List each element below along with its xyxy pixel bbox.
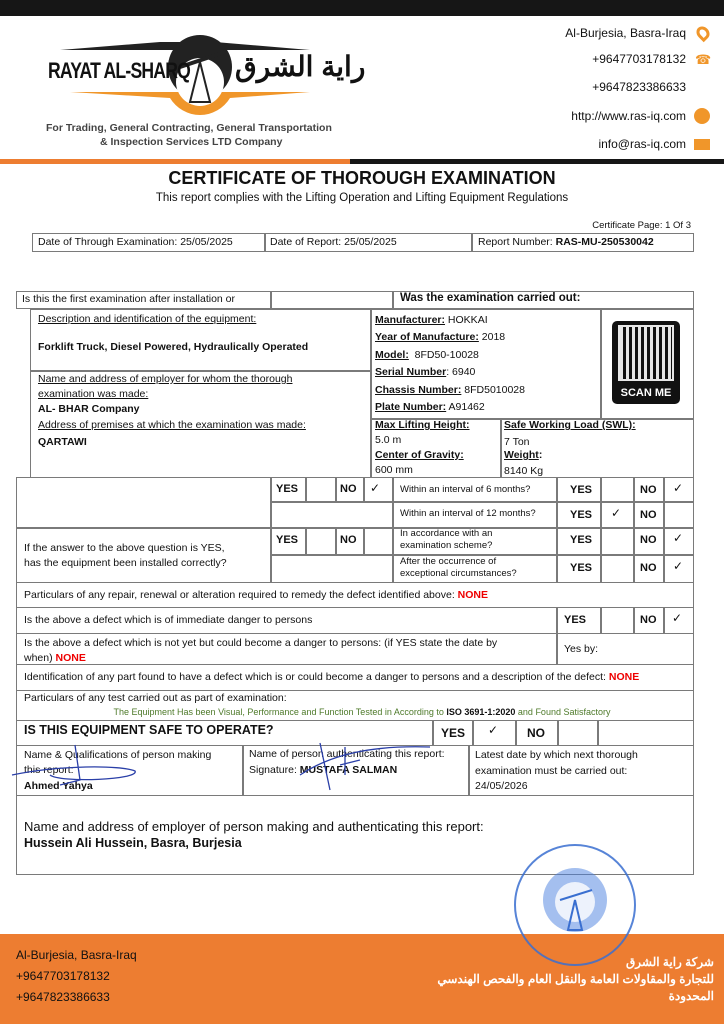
- cell-divider: [500, 418, 502, 478]
- check-icon: ✓: [370, 481, 381, 495]
- col-line: [633, 477, 635, 583]
- company-logo: [40, 22, 366, 122]
- mail-icon: [694, 139, 710, 150]
- max-height-label: Max Lifting Height:: [375, 419, 470, 431]
- check-icon: ✓: [488, 723, 499, 737]
- maker-name: Ahmed Yahya: [24, 780, 93, 792]
- equipment-desc-label: Description and identification of the equipment:: [38, 313, 257, 325]
- maker-label: Name & Qualifications of person making this report:: [24, 749, 212, 776]
- field-serial: Serial Number: 6940: [375, 366, 476, 379]
- interval-exceptional: After the occurrence of exceptional circumstances?: [400, 556, 517, 579]
- premises-value: QARTAWI: [38, 436, 87, 448]
- first-exam-question: Is this the first examination after installation or: [22, 293, 236, 305]
- check-icon: ✓: [673, 481, 684, 495]
- location-pin-icon: [694, 24, 712, 42]
- immediate-no[interactable]: NO: [640, 614, 657, 626]
- field-chassis: Chassis Number: 8FD5010028: [375, 383, 525, 396]
- footer-arabic: شركة راية الشرق للتجارة والمقاولات العامة والنقل العام والفحص الهندسي المحدودة: [437, 955, 714, 1003]
- interval-12-yes[interactable]: YES: [570, 509, 593, 521]
- col-line: [663, 477, 665, 583]
- col-line: [305, 477, 307, 501]
- certificate-title: CERTIFICATE OF THOROUGH EXAMINATION: [168, 168, 556, 188]
- company-stamp: [510, 840, 640, 970]
- field-model: Model: 8FD50-10028: [375, 348, 479, 361]
- tagline-2: & Inspection Services LTD Company: [100, 136, 283, 148]
- qr-label: SCAN ME: [620, 387, 672, 399]
- company-name-ar: راية الشرق: [235, 51, 366, 82]
- cell-divider: [600, 309, 602, 418]
- carried-out-question: Was the examination carried out:: [400, 292, 581, 304]
- equipment-desc: Forklift Truck, Diesel Powered, Hydraulically Operated: [38, 341, 309, 353]
- check-icon: ✓: [672, 611, 683, 625]
- premises-label: Address of premises at which the examination was made:: [38, 419, 306, 431]
- contact-address: Al-Burjesia, Basra-Iraq: [565, 26, 686, 40]
- interval-6-months: Within an interval of 6 months?: [400, 484, 531, 495]
- check-icon: ✓: [673, 559, 684, 573]
- immediate-yes[interactable]: YES: [564, 614, 587, 626]
- field-plate: Plate Number: A91462: [375, 401, 485, 414]
- col-line: [663, 607, 665, 634]
- qr-code[interactable]: [612, 321, 680, 404]
- employer-label-1: Name and address of employer for whom the thorough: [38, 373, 293, 385]
- cell-divider: [270, 291, 272, 309]
- cell-divider: [30, 370, 370, 372]
- cell-divider: [370, 309, 372, 478]
- row-line: [270, 501, 392, 503]
- col-line: [633, 607, 635, 634]
- repair-text: Particulars of any repair, renewal or alteration required to remedy the defect identified above: NONE: [24, 589, 489, 601]
- check-icon: ✓: [611, 506, 622, 520]
- tests-label: Particulars of any test carried out as part of examination:: [24, 692, 287, 704]
- cog-label: Center of Gravity:: [375, 449, 464, 461]
- col-line: [515, 720, 517, 746]
- exam-date: Date of Through Examination: 25/05/2025: [38, 236, 233, 248]
- safe-question: IS THIS EQUIPMENT SAFE TO OPERATE?: [24, 723, 274, 737]
- interval-6-no[interactable]: NO: [640, 484, 657, 496]
- col-line: [600, 477, 602, 583]
- installed-no[interactable]: NO: [340, 534, 357, 546]
- scheme-no[interactable]: NO: [640, 534, 657, 546]
- col-line: [335, 527, 337, 554]
- qr-code-icon: [620, 327, 672, 379]
- yes-by: Yes by:: [564, 643, 599, 655]
- dates-divider: [471, 233, 473, 252]
- col-line: [363, 527, 365, 554]
- row-line: [392, 501, 694, 503]
- safe-yes[interactable]: YES: [441, 726, 466, 740]
- interval-12-no[interactable]: NO: [640, 509, 657, 521]
- future-question: Is the above a defect which is not yet but could become a danger to persons: (if YES state the date by when) NONE: [24, 637, 498, 664]
- col-line: [600, 607, 602, 634]
- certificate-subtitle: This report complies with the Lifting Operation and Lifting Equipment Regulations: [155, 192, 569, 204]
- contact-phone-1: +9647703178132: [592, 52, 686, 66]
- auth-label: Name of person authenticating this report:: [249, 748, 445, 760]
- col-line: [597, 720, 599, 746]
- immediate-question: Is the above a defect which is of immediate danger to persons: [24, 614, 313, 626]
- col-line: [556, 477, 558, 583]
- employer-label-2: examination was made:: [38, 388, 149, 400]
- check-icon: ✓: [673, 531, 684, 545]
- cell-divider: [392, 291, 394, 309]
- col-line: [270, 477, 272, 583]
- weight-label: Weight:: [504, 449, 543, 461]
- employer-name: AL- BHAR Company: [38, 403, 140, 415]
- installed-question: If the answer to the above question is YES, has the equipment been installed correctly?: [24, 542, 227, 569]
- report-number: Report Number: RAS-MU-250530042: [478, 236, 654, 248]
- swl-label: Safe Working Load (SWL):: [504, 419, 636, 431]
- next-exam: Latest date by which next thorough examination must be carried out: 24/05/2026: [475, 749, 638, 792]
- first-exam-yes[interactable]: YES: [276, 483, 299, 495]
- tagline-1: For Trading, General Contracting, General Transportation: [46, 122, 332, 134]
- interval-scheme: In accordance with an examination scheme?: [400, 528, 493, 551]
- company-name-en: RAYAT AL-SHARQ: [48, 58, 191, 83]
- col-line: [392, 477, 394, 583]
- contact-website[interactable]: http://www.ras-iq.com: [571, 109, 686, 123]
- top-bar: [0, 0, 724, 16]
- report-date: Date of Report: 25/05/2025: [270, 236, 397, 248]
- col-line: [363, 477, 365, 501]
- max-height: 5.0 m: [375, 434, 402, 446]
- header-divider: [0, 159, 350, 164]
- field-year: Year of Manufacture: 2018: [375, 331, 506, 344]
- equipment-fields: [375, 312, 525, 416]
- employer2: Hussein Ali Hussein, Basra, Burjesia: [24, 836, 242, 850]
- col-line: [472, 720, 474, 746]
- auth-signature: Signature: MUSTAFA SALMAN: [249, 764, 398, 776]
- phone-icon: ☎: [695, 52, 712, 67]
- field-manufacturer: Manufacturer: HOKKAI: [375, 314, 488, 326]
- safe-no[interactable]: NO: [527, 726, 545, 740]
- exceptional-yes[interactable]: YES: [570, 562, 593, 574]
- interval-12-months: Within an interval of 12 months?: [400, 508, 536, 519]
- contact-email[interactable]: info@ras-iq.com: [598, 137, 686, 151]
- first-exam-no[interactable]: NO: [340, 483, 357, 495]
- row-line: [16, 527, 694, 529]
- header-divider-dark: [350, 159, 724, 164]
- installed-yes[interactable]: YES: [276, 534, 299, 546]
- identification-text: Identification of any part found to have a defect which is or could become a danger to persons and a description of the defect: NONE: [24, 671, 640, 683]
- interval-6-yes[interactable]: YES: [570, 484, 593, 496]
- footer-phone-2: +9647823386633: [16, 990, 110, 1004]
- contact-phone-2: +9647823386633: [592, 80, 686, 94]
- col-line: [468, 745, 470, 796]
- certificate-page: Certificate Page: 1 Of 3: [592, 220, 691, 231]
- swl: 7 Ton: [504, 436, 530, 448]
- col-line: [557, 720, 559, 746]
- cog: 600 mm: [375, 464, 413, 476]
- dates-divider: [264, 233, 266, 252]
- globe-icon: [694, 108, 710, 124]
- scheme-yes[interactable]: YES: [570, 534, 593, 546]
- footer-phone-1: +9647703178132: [16, 969, 110, 983]
- tests-result: The Equipment Has been Visual, Performance and Function Tested in According to ISO 3691-1:2020 and Found Satisfactory: [113, 707, 611, 717]
- footer-address: Al-Burjesia, Basra-Iraq: [16, 948, 137, 962]
- employer2-label: Name and address of employer of person making and authenticating this report:: [24, 819, 484, 834]
- col-line: [335, 477, 337, 501]
- col-line: [305, 527, 307, 554]
- weight: 8140 Kg: [504, 465, 544, 477]
- exceptional-no[interactable]: NO: [640, 562, 657, 574]
